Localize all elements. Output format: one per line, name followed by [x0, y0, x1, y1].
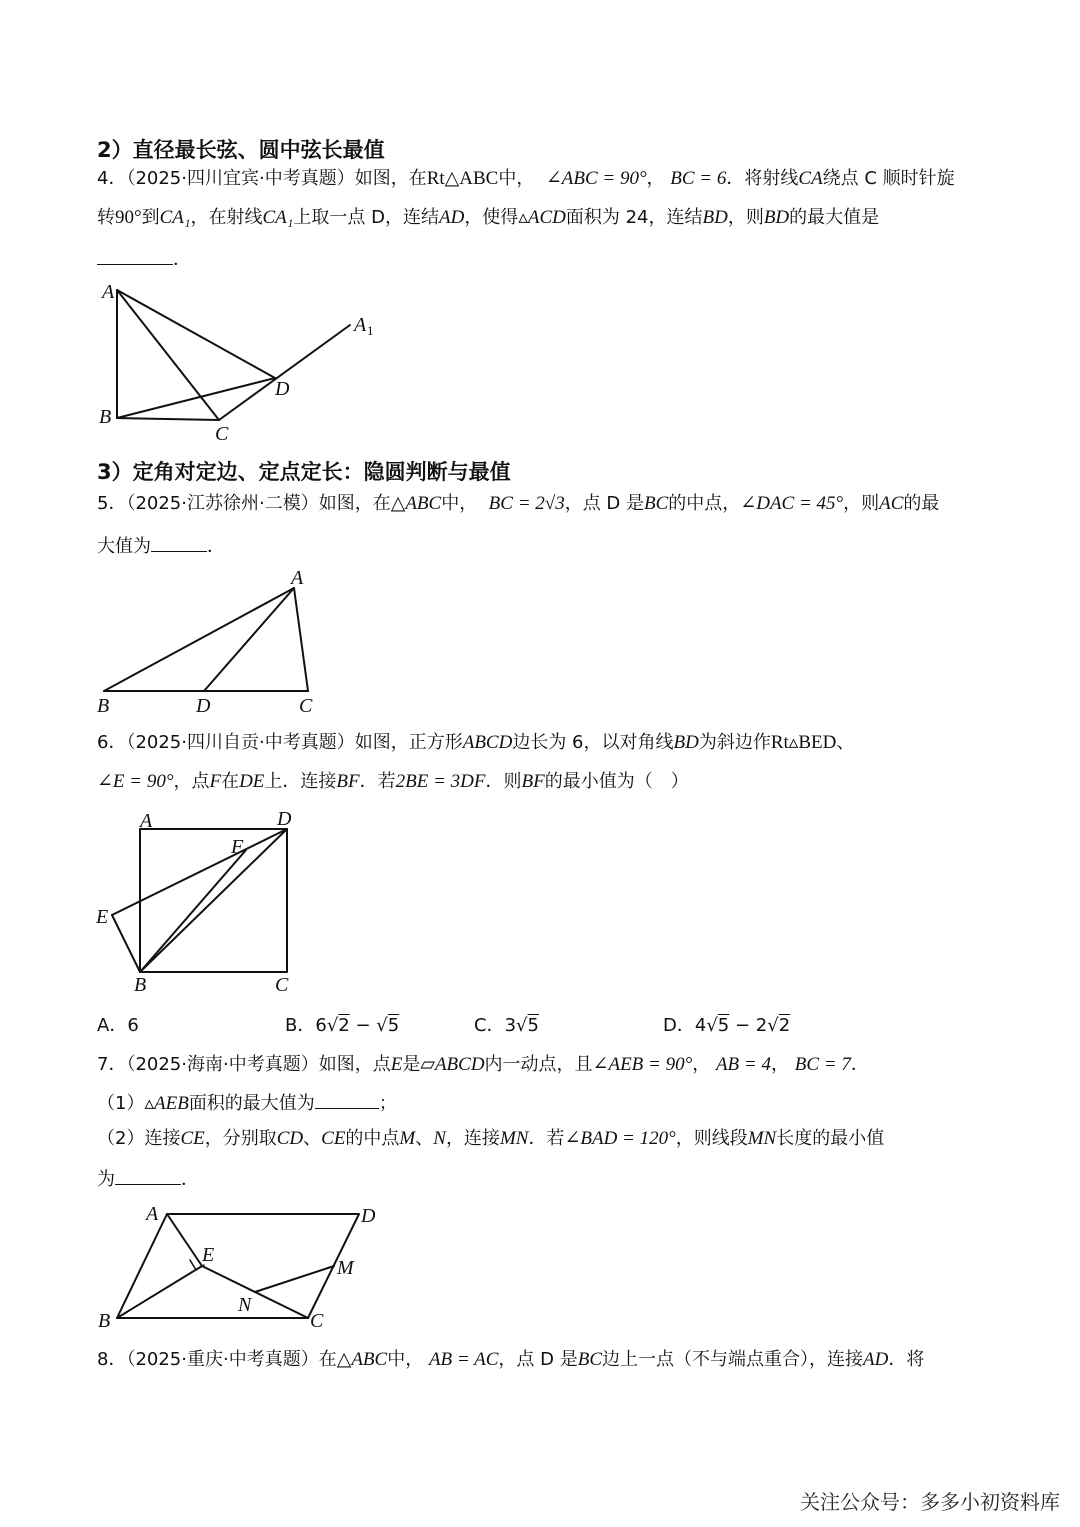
q6-segment-bf: [140, 850, 246, 972]
q4-math: ▵ACD: [518, 207, 566, 228]
q4-segment-ad: [117, 290, 275, 378]
q6-math: ABCD: [462, 732, 513, 753]
q7-text: 为: [97, 1169, 115, 1190]
q4-segment-bc: [117, 418, 219, 420]
q7-text: 内一动点，且: [484, 1054, 593, 1075]
q8-math: AB = AC: [428, 1349, 499, 1370]
q7-label-d: D: [361, 1205, 376, 1227]
q5-text: ，则: [843, 493, 880, 514]
q7-text: ，: [771, 1054, 789, 1075]
sqrt-icon: √: [516, 1015, 528, 1036]
q4-number: 4．: [97, 168, 127, 189]
q4-text: ，使得: [464, 207, 519, 228]
q5-period: ．: [207, 536, 225, 557]
q8-text: 在: [318, 1349, 337, 1370]
q7-text: 、: [415, 1128, 434, 1149]
q6-math: BF: [521, 771, 545, 792]
q6-option-d-radicand: 5: [717, 1015, 730, 1036]
q6-option-d[interactable]: [663, 1014, 790, 1038]
q7-text: ．: [181, 1169, 199, 1190]
q7-text: ，: [692, 1054, 711, 1075]
q4-label-a1: A: [354, 314, 367, 336]
q4-math: BD: [763, 207, 790, 228]
q7-text: 长度的最小值: [776, 1128, 885, 1149]
q4-figure: [95, 278, 395, 446]
q7-math: CE: [321, 1128, 346, 1149]
q7-math: BC = 7: [794, 1054, 851, 1075]
sqrt-icon: √: [376, 1015, 388, 1036]
q7-text: ；: [378, 1093, 397, 1114]
q6-segment-eb: [112, 915, 140, 972]
q4-text: 的最大值是: [789, 207, 880, 228]
q4-math: BC = 6: [670, 168, 727, 189]
q8-text: ，点 D 是: [498, 1349, 578, 1370]
q4-math: AD: [438, 207, 465, 228]
q7-label-c: C: [310, 1310, 324, 1332]
q6-diagonal-bd: [140, 829, 287, 972]
q7-text: ，则线段: [675, 1128, 748, 1149]
q5-number: 5．: [97, 493, 127, 514]
q5-text: 的中点，: [668, 493, 741, 514]
footer-watermark: 关注公众号：多多小初资料库: [800, 1490, 1060, 1514]
q7-label-n: N: [238, 1294, 252, 1316]
q7-text: ，连接: [445, 1128, 500, 1149]
section-heading-2: 2）直径最长弦、圆中弦长最值: [97, 138, 385, 162]
q5-text: 大值为: [97, 536, 151, 557]
q6-option-b-text: B．6: [285, 1015, 327, 1036]
q7-text: ．: [850, 1054, 869, 1075]
q7-part-label: （2）连接: [97, 1128, 181, 1149]
q4-text: ．将射线: [726, 168, 799, 189]
q7-math: MN: [747, 1128, 777, 1149]
q6-label-f: F: [231, 836, 244, 858]
q5-math: △ABC: [390, 493, 442, 514]
q5-line-1: [97, 492, 939, 516]
q5-label-c: C: [299, 695, 313, 716]
sqrt-icon: √: [767, 1015, 779, 1036]
q6-option-d-radicand: 2: [778, 1015, 791, 1036]
q6-option-d-text: D．4: [663, 1015, 707, 1036]
q4-label-c: C: [215, 423, 229, 445]
q6-text: 上．连接: [264, 771, 337, 792]
q7-text: 面积的最大值为: [188, 1093, 315, 1114]
q6-figure: [92, 805, 312, 1000]
q4-text: ，: [646, 168, 665, 189]
q4-text: ，则: [727, 207, 764, 228]
q5-figure: [94, 566, 334, 716]
q6-math: BF: [336, 771, 360, 792]
q4-math: Rt△ABC: [426, 168, 499, 189]
q6-text: ．若: [359, 771, 396, 792]
q6-option-c-text: C．3: [474, 1015, 517, 1036]
q7-answer-blank-1[interactable]: [315, 1090, 379, 1109]
q7-math: ▱ABCD: [420, 1054, 485, 1075]
q6-math: DE: [239, 771, 265, 792]
q6-text: ．则: [485, 771, 522, 792]
q7-math: ▵AEB: [144, 1093, 189, 1114]
q6-math: BD: [673, 732, 699, 753]
q4-math: ∠ABC = 90°: [545, 168, 647, 189]
q7-part-label: （1）: [97, 1093, 145, 1114]
q7-text: ，分别取: [204, 1128, 277, 1149]
q7-part-1: [97, 1090, 397, 1116]
q7-text: 如图，点: [318, 1054, 391, 1075]
q5-math: AC: [879, 493, 904, 514]
q4-text: 中，: [498, 168, 535, 189]
q7-label-b: B: [98, 1310, 111, 1332]
q8-line-1: [97, 1348, 924, 1372]
q7-line-1: [97, 1053, 869, 1077]
q4-source: （2025·四川宜宾·中考真题）: [126, 168, 355, 189]
q8-number: 8．: [97, 1349, 127, 1370]
q7-label-e: E: [202, 1244, 215, 1266]
q5-math: BC: [644, 493, 669, 514]
q4-text: 如图，在: [354, 168, 427, 189]
q5-segment-ab: [104, 588, 294, 691]
q4-period: ．: [173, 249, 191, 270]
q4-text: 绕点 C 顺时针旋: [822, 168, 955, 189]
q7-figure: [94, 1198, 394, 1338]
q8-source: （2025·重庆·中考真题）: [126, 1349, 319, 1370]
q5-label-a: A: [291, 567, 304, 589]
q4-label-b: B: [99, 406, 112, 428]
q6-line-1: [97, 731, 854, 755]
q4-text: 上取一点 D，连结: [293, 207, 439, 228]
q8-text: 边上一点（不与端点重合），连接: [602, 1349, 864, 1370]
q4-label-d: D: [275, 378, 290, 400]
q8-math: △ABC: [336, 1349, 388, 1370]
q5-text: ，点 D 是: [564, 493, 645, 514]
q7-answer-blank-2[interactable]: [115, 1166, 181, 1185]
q4-answer-line: [97, 246, 191, 272]
q4-math: BD: [702, 207, 728, 228]
q5-text: 中，: [441, 493, 478, 514]
q4-answer-blank[interactable]: [97, 246, 173, 265]
q6-source: （2025·四川自贡·中考真题）: [126, 732, 355, 753]
q7-label-m: M: [337, 1257, 354, 1279]
q5-source: （2025·江苏徐州·二模）: [126, 493, 319, 514]
q6-option-b[interactable]: [285, 1014, 399, 1038]
q4-label-a1-sub: 1: [367, 323, 374, 338]
section-heading-3: 3）定角对定边、定点定长：隐圆判断与最值: [97, 460, 511, 484]
q5-text: 如图，在: [318, 493, 391, 514]
q8-math: AD: [863, 1349, 889, 1370]
q4-text: 到: [141, 207, 160, 228]
q7-math: E: [390, 1054, 403, 1075]
q7-source: （2025·海南·中考真题）: [126, 1054, 319, 1075]
q4-segment-bd: [117, 378, 275, 418]
q7-math: M: [399, 1128, 416, 1149]
q7-text: 、: [303, 1128, 322, 1149]
q4-ray-ca1: [219, 325, 350, 420]
q7-segment-ae: [167, 1214, 202, 1266]
q6-text: 在: [221, 771, 240, 792]
q4-label-a: A: [102, 281, 115, 303]
q4-text: 转: [97, 207, 115, 228]
q7-number: 7．: [97, 1054, 127, 1075]
q5-answer-blank[interactable]: [151, 533, 207, 552]
q6-text: 、: [836, 732, 855, 753]
q6-line-2: [97, 770, 689, 794]
q6-math: Rt▵BED: [770, 732, 837, 753]
q4-text: 面积为 24，连结: [565, 207, 703, 228]
q6-label-d: D: [277, 808, 292, 830]
sqrt-icon: √: [706, 1015, 718, 1036]
q6-label-b: B: [134, 974, 147, 996]
q7-part-2: [97, 1127, 884, 1151]
q7-math: N: [433, 1128, 446, 1149]
q5-math: ∠DAC = 45°: [740, 493, 844, 514]
q8-text: 中，: [387, 1349, 424, 1370]
q8-math: BC: [577, 1349, 603, 1370]
q7-label-a: A: [146, 1203, 159, 1225]
q6-option-a[interactable]: A．6: [97, 1015, 139, 1036]
q7-math: CD: [276, 1128, 304, 1149]
q4-math: CA: [798, 168, 823, 189]
q4-text: ，在射线: [190, 207, 263, 228]
q6-text: 的最小值为（ ）: [544, 771, 689, 792]
q6-option-d-text: − 2: [729, 1015, 768, 1036]
q6-math: 2BE = 3DF: [395, 771, 486, 792]
q6-math: ∠E = 90°: [97, 771, 174, 792]
q7-math: AB = 4: [715, 1054, 771, 1075]
q7-part-2-cont: [97, 1166, 199, 1192]
q4-line-2: [97, 206, 879, 230]
q5-label-b: B: [97, 695, 110, 716]
q7-math: ∠BAD = 120°: [564, 1128, 676, 1149]
q7-text: 的中点: [345, 1128, 400, 1149]
q6-option-c[interactable]: [474, 1014, 539, 1038]
q6-math: F: [209, 771, 222, 792]
q4-math: CA₁: [159, 207, 191, 228]
q6-option-b-radicand: 5: [387, 1015, 400, 1036]
q6-text: 如图，正方形: [354, 732, 463, 753]
q4-math: 90°: [115, 207, 142, 228]
q5-math: BC = 2√3: [488, 493, 565, 514]
q4-math: CA₁: [262, 207, 294, 228]
q7-math: ∠AEB = 90°: [592, 1054, 693, 1075]
q7-text: ．若: [528, 1128, 565, 1149]
q6-option-c-radicand: 5: [527, 1015, 539, 1036]
q5-segment-ac: [294, 588, 308, 691]
q8-text: ．将: [888, 1349, 925, 1370]
q5-text: 的最: [903, 493, 940, 514]
q5-label-d: D: [196, 695, 211, 716]
q4-segment-ac: [117, 290, 219, 420]
q6-option-b-text: −: [349, 1015, 377, 1036]
q6-text: 为斜边作: [698, 732, 771, 753]
q6-text: ，点: [173, 771, 210, 792]
q6-label-e: E: [96, 906, 109, 928]
q5-line-2: [97, 533, 225, 559]
q4-line-1: [97, 167, 955, 191]
q5-segment-ad: [204, 588, 294, 691]
q6-option-b-radicand: 2: [338, 1015, 350, 1036]
q6-label-a: A: [140, 810, 153, 832]
q6-text: 边长为 6，以对角线: [512, 732, 674, 753]
q6-label-c: C: [275, 974, 289, 996]
q7-math: MN: [499, 1128, 529, 1149]
q7-text: 是: [402, 1054, 421, 1075]
sqrt-icon: √: [326, 1015, 339, 1036]
q6-number: 6．: [97, 732, 127, 753]
q7-math: CE: [180, 1128, 205, 1149]
